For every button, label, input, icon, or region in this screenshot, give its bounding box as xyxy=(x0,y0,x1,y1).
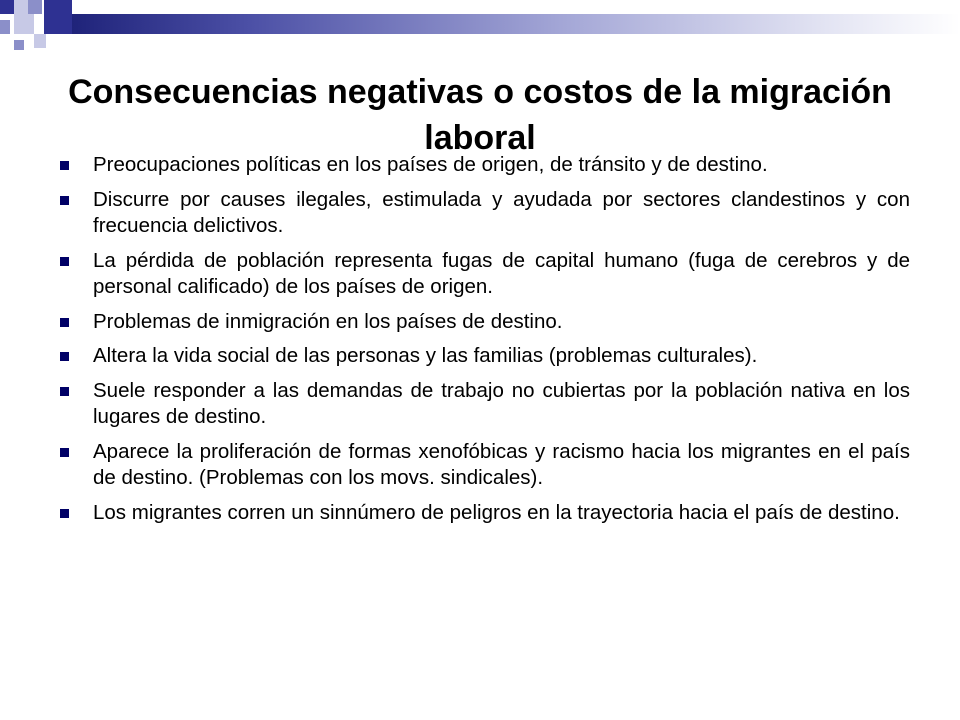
decor-square xyxy=(44,0,72,34)
bullet-text: Problemas de inmigración en los países de destino. xyxy=(93,309,563,333)
decor-square xyxy=(14,40,24,50)
square-bullet-icon xyxy=(60,196,69,205)
bullet-text: Suele responder a las demandas de trabajo no cubiertas por la población nativa en los lugares de destino. xyxy=(93,378,910,428)
list-item xyxy=(58,439,910,492)
bullet-text: Preocupaciones políticas en los países de origen, de tránsito y de destino. xyxy=(93,153,768,176)
bullet-text: Altera la vida social de las personas y las familias (problemas culturales). xyxy=(93,344,758,367)
bullet-text: Aparece la proliferación de formas xenofóbicas y racismo hacia los migrantes en el país de destino. (Problemas con los movs. sindicales). xyxy=(93,439,910,489)
list-item xyxy=(58,309,910,336)
header-gradient-bar xyxy=(72,14,960,34)
list-item xyxy=(58,248,910,301)
bullet-text: Discurre por causes ilegales, estimulada y ayudada por sectores clandestinos y con frecuencia delictivos. xyxy=(93,187,910,237)
list-item xyxy=(58,500,910,527)
list-item xyxy=(58,152,910,179)
slide-title: Consecuencias negativas o costos de la migración laboral xyxy=(68,72,892,157)
decor-square xyxy=(14,14,34,34)
bullet-text: Los migrantes corren un sinnúmero de peligros en la trayectoria hacia el país de destino. xyxy=(93,500,900,524)
list-item xyxy=(58,343,910,370)
square-bullet-icon xyxy=(60,318,69,327)
decor-square xyxy=(28,0,42,14)
decor-square xyxy=(14,0,28,14)
square-bullet-icon xyxy=(60,352,69,361)
decor-square xyxy=(0,20,10,34)
bullet-list xyxy=(58,152,910,534)
square-bullet-icon xyxy=(60,509,69,518)
square-bullet-icon xyxy=(60,387,69,396)
square-bullet-icon xyxy=(60,257,69,266)
list-item xyxy=(58,187,910,240)
square-bullet-icon xyxy=(60,448,69,457)
bullet-text: La pérdida de población representa fugas de capital humano (fuga de cerebros y de personal calificado) de los países de origen. xyxy=(93,248,910,298)
decor-square xyxy=(34,34,46,48)
decor-square xyxy=(0,0,14,14)
list-item xyxy=(58,378,910,431)
square-bullet-icon xyxy=(60,161,69,170)
